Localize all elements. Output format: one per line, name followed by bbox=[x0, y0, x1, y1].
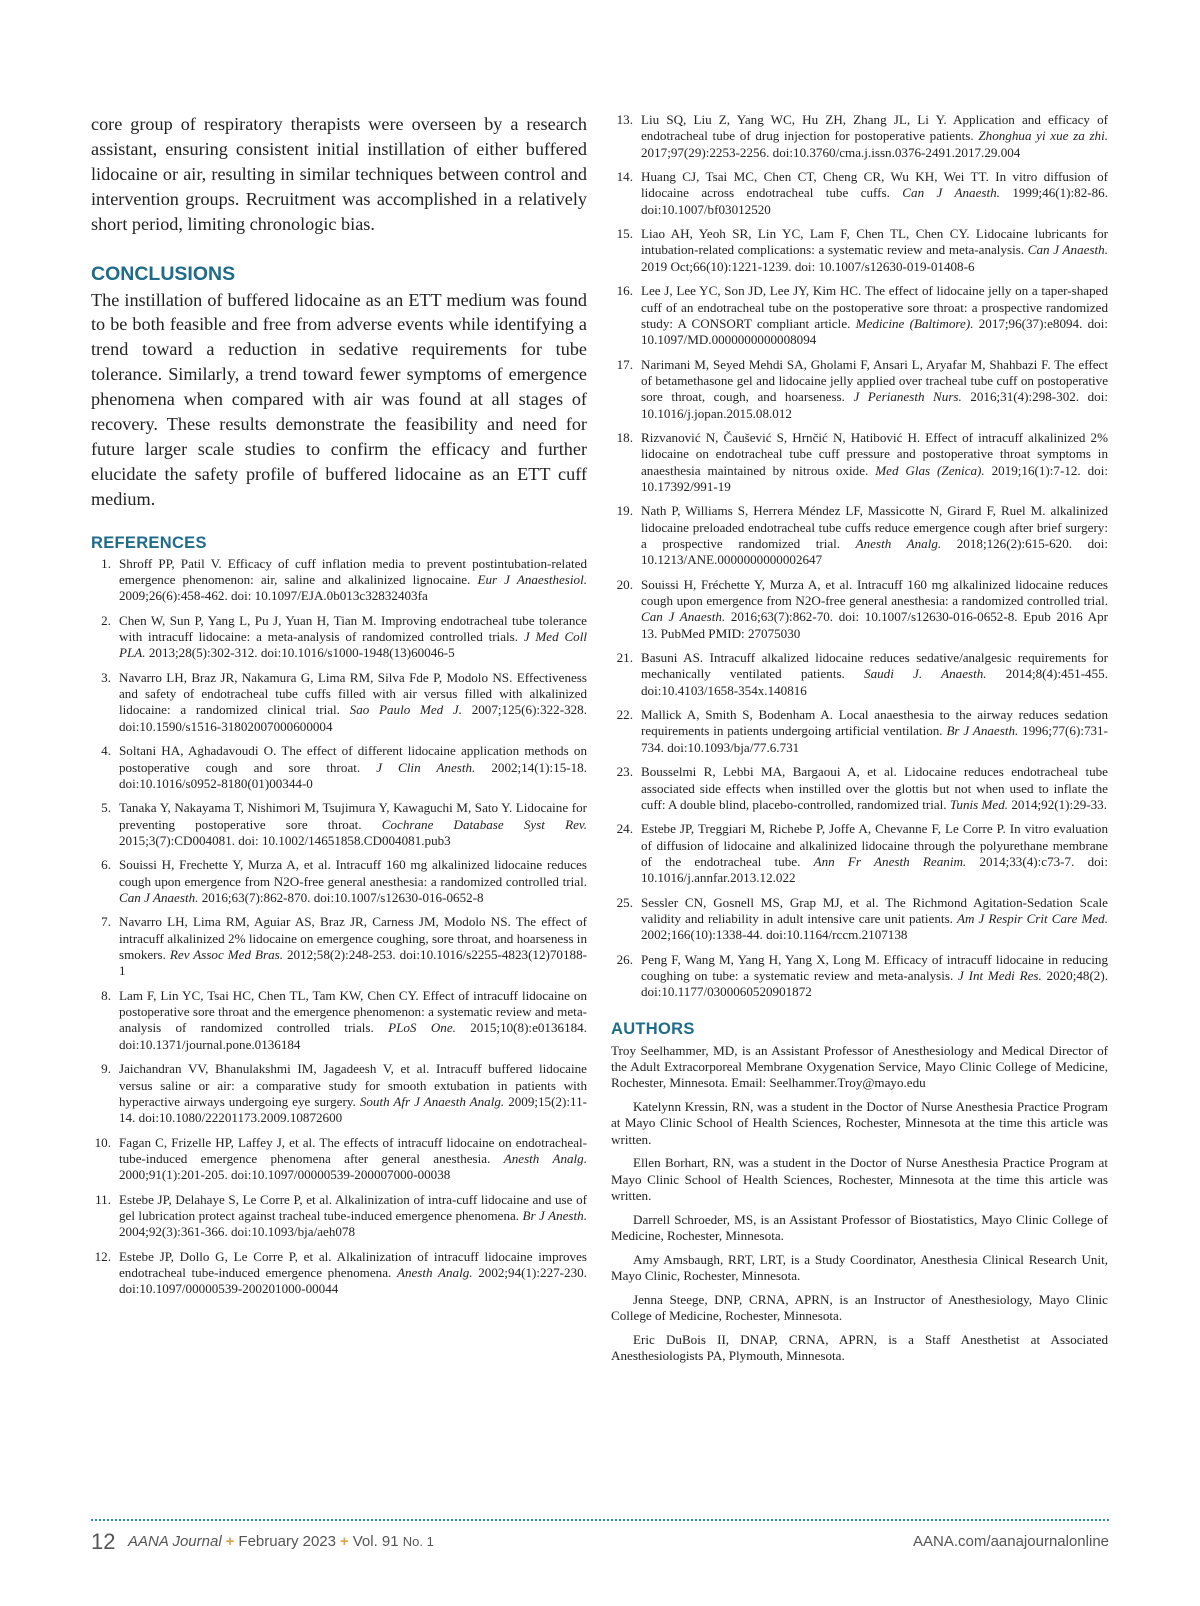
authors-heading: AUTHORS bbox=[611, 1019, 695, 1038]
reference-number: 25. bbox=[616, 894, 633, 910]
reference-journal: Tunis Med. bbox=[949, 796, 1009, 812]
reference-details: 2016;31(4):298-302. doi: 10.1016/j.jopan.2015.08.012 bbox=[641, 389, 1108, 421]
reference-number: 23. bbox=[616, 764, 633, 780]
reference-journal: Eur J Anaesthesiol. bbox=[477, 571, 588, 587]
reference-number: 6. bbox=[101, 857, 111, 873]
reference-number: 1. bbox=[101, 555, 111, 571]
reference-item bbox=[91, 1192, 587, 1241]
reference-text: Estebe JP, Dollo G, Le Corre P, et al. Alkalinization of intracuff lidocaine improves endotracheal tube-induced emergence phenomena. bbox=[119, 1248, 587, 1281]
reference-details: 2018;126(2):615-620. doi: 10.1213/ANE.0000000000002647 bbox=[641, 535, 1108, 568]
reference-journal: Can J Anaesth. bbox=[119, 889, 199, 905]
reference-number: 26. bbox=[616, 951, 633, 967]
reference-number: 12. bbox=[94, 1248, 111, 1264]
reference-text: Shroff PP, Patil V. Efficacy of cuff inflation media to prevent postintubation-related emergence phenomenon: air, saline and alkalinized lignocaine. bbox=[119, 555, 587, 587]
reference-text: Lee J, Lee YC, Son JD, Lee JY, Kim HC. The effect of lidocaine jelly on a taper-shaped cuff of an endotracheal tube on the postoperative sore throat: a prospective randomized study: A CONSORT compliant article. bbox=[641, 283, 1108, 331]
reference-text: Chen W, Sun P, Yang L, Pu J, Yuan H, Tian M. Improving endotracheal tube tolerance with intracuff lidocaine: a meta-analysis of randomized controlled trials. bbox=[119, 612, 587, 645]
reference-text: Souissi H, Fréchette Y, Murza A, et al. Intracuff 160 mg alkalinized lidocaine reduces cough upon emergence from N2O-free general anesthesia: a randomized controlled trial. bbox=[641, 576, 1108, 609]
reference-details: 2013;28(5):302-312. doi:10.1016/s1000-1948(13)60046-5 bbox=[148, 645, 455, 661]
reference-item bbox=[611, 169, 1108, 218]
reference-details: 1999;46(1):82-86. doi:10.1007/bf03012520 bbox=[641, 185, 1108, 217]
reference-item bbox=[91, 857, 587, 906]
reference-text: Navarro LH, Lima RM, Aguiar AS, Braz JR, Carness JM, Modolo NS. The effect of intracuff alkalinized 2% lidocaine on emergence coughing, sore throat, and hoarseness in smokers. bbox=[119, 914, 587, 963]
references-heading: REFERENCES bbox=[91, 533, 207, 552]
reference-journal: Can J Anaesth. bbox=[1027, 242, 1108, 258]
reference-journal: J Perianesth Nurs. bbox=[853, 389, 962, 405]
reference-list-right bbox=[611, 112, 1108, 1001]
reference-text: Souissi H, Frechette Y, Murza A, et al. Intracuff 160 mg alkalinized lidocaine reduces cough upon emergence from N2O-free general anesthesia: a randomized controlled trial. bbox=[119, 857, 587, 889]
reference-number: 5. bbox=[101, 800, 111, 816]
reference-item bbox=[611, 764, 1108, 813]
reference-details: 2015;10(8):e0136184. doi:10.1371/journal.pone.0136184 bbox=[119, 1020, 587, 1052]
journal-url-link[interactable]: AANA.com/aanajournalonline bbox=[913, 1533, 1109, 1550]
reference-journal: J Int Medi Res. bbox=[958, 968, 1042, 984]
reference-number: 2. bbox=[101, 612, 111, 628]
reference-details: 2016;63(7):862-870. doi:10.1007/s12630-016-0652-8 bbox=[201, 889, 484, 905]
reference-item bbox=[611, 952, 1108, 1001]
reference-number: 11. bbox=[95, 1191, 111, 1207]
reference-details: 2002;94(1):227-230. doi:10.1097/00000539-200201000-00044 bbox=[119, 1265, 587, 1297]
reference-number: 3. bbox=[101, 669, 111, 685]
conclusions-heading: CONCLUSIONS bbox=[91, 262, 236, 285]
reference-journal: Medicine (Baltimore). bbox=[855, 315, 974, 331]
reference-number: 14. bbox=[616, 169, 633, 185]
reference-journal: Zhonghua yi xue za zhi. bbox=[978, 128, 1108, 144]
reference-item bbox=[611, 283, 1108, 348]
reference-details: 2007;125(6):322-328. doi:10.1590/s1516-31802007000600004 bbox=[119, 702, 587, 734]
reference-number: 18. bbox=[616, 429, 633, 445]
reference-journal: South Afr J Anaesth Analg. bbox=[359, 1093, 505, 1109]
reference-details: 2002;166(10):1338-44. doi:10.1164/rccm.2107138 bbox=[641, 927, 908, 943]
reference-details: 2017;97(29):2253-2256. doi:10.3760/cma.j.issn.0376-2491.2017.29.004 bbox=[641, 144, 1021, 160]
reference-journal: Cochrane Database Syst Rev. bbox=[381, 816, 587, 832]
reference-item bbox=[611, 821, 1108, 886]
reference-text: Bousselmi R, Lebbi MA, Bargaoui A, et al. Lidocaine reduces endotracheal tube associated side effects when instilled over the glottis but not when used to inflate the cuff: A double blind, placebo-controlled, randomized trial. bbox=[641, 764, 1108, 812]
reference-journal: Sao Paulo Med J. bbox=[349, 702, 462, 718]
reference-details: 2014;33(4):c73-7. doi: 10.1016/j.annfar.2013.12.022 bbox=[641, 853, 1108, 886]
reference-details: 2020;48(2). doi:10.1177/0300060520901872 bbox=[641, 968, 1108, 1000]
reference-number: 19. bbox=[616, 503, 633, 519]
reference-text: Estebe JP, Delahaye S, Le Corre P, et al. Alkalinization of intra-cuff lidocaine and use of gel lubrication protect against tracheal tube-induced emergence phenomena. bbox=[119, 1191, 587, 1223]
reference-details: 2012;58(2):248-253. doi:10.1016/s2255-4823(12)70188-1 bbox=[119, 947, 587, 979]
reference-number: 21. bbox=[616, 650, 633, 666]
journal-name: AANA Journal bbox=[128, 1533, 222, 1550]
reference-journal: Br J Anaesth. bbox=[946, 723, 1019, 739]
reference-journal: Med Glas (Zenica). bbox=[875, 462, 985, 478]
reference-text: Liu SQ, Liu Z, Yang WC, Hu ZH, Zhang JL, Li Y. Application and efficacy of endotracheal tube of drug injection for postoperative patients. bbox=[641, 112, 1108, 144]
reference-details: 2009;15(2):11-14. doi:10.1080/22201173.2009.10872600 bbox=[119, 1093, 587, 1126]
reference-number: 16. bbox=[616, 283, 633, 299]
reference-text: Nath P, Williams S, Herrera Méndez LF, Massicotte N, Girard F, Ruel M. alkalinized lidocaine preloaded endotracheal tube cuffs reduce emergence cough after brief surgery: a prospective randomized trial. bbox=[641, 503, 1108, 551]
reference-details: 2014;92(1):29-33. bbox=[1011, 796, 1107, 812]
reference-number: 20. bbox=[616, 576, 633, 592]
reference-journal: J Clin Anesth. bbox=[376, 759, 476, 775]
reference-item bbox=[91, 556, 587, 605]
reference-text: Navarro LH, Braz JR, Nakamura G, Lima RM, Silva Fde P, Modolo NS. Effectiveness and safety of endotracheal tube cuffs filled with air versus filled with alkalinized lidocaine: a randomized clinical trial. bbox=[119, 669, 587, 718]
author-bio-text: Darrell Schroeder, MS, is an Assistant Professor of Biostatistics, Mayo Clinic College of Medicine, Rochester, Minnesota. bbox=[611, 1211, 1108, 1244]
reference-journal: Ann Fr Anesth Reanim. bbox=[813, 853, 967, 869]
reference-text: Mallick A, Smith S, Bodenham A. Local anaesthesia to the airway reduces sedation requirements in patients undergoing artificial ventilation. bbox=[641, 707, 1108, 739]
reference-item bbox=[611, 650, 1108, 699]
reference-journal: Rev Assoc Med Bras. bbox=[169, 947, 283, 963]
reference-number: 24. bbox=[616, 821, 633, 837]
reference-item bbox=[91, 800, 587, 849]
reference-item bbox=[611, 357, 1108, 422]
reference-number: 4. bbox=[101, 743, 111, 759]
reference-details: 2004;92(3):361-366. doi:10.1093/bja/aeh078 bbox=[119, 1224, 356, 1240]
reference-item bbox=[91, 613, 587, 662]
reference-item bbox=[91, 1061, 587, 1126]
reference-details: 2019;16(1):7-12. doi: 10.17392/991-19 bbox=[641, 462, 1108, 494]
reference-item bbox=[611, 430, 1108, 495]
reference-details: 2014;8(4):451-455. doi:10.4103/1658-354x.140816 bbox=[641, 666, 1108, 698]
reference-item bbox=[91, 988, 587, 1053]
reference-text: Sessler CN, Gosnell MS, Grap MJ, et al. The Richmond Agitation-Sedation Scale validity and reliability in adult intensive care unit patients. bbox=[641, 894, 1108, 927]
reference-number: 10. bbox=[94, 1134, 111, 1150]
author-bio bbox=[611, 1332, 1108, 1365]
reference-details: 2002;14(1):15-18. doi:10.1016/s0952-8180(01)00344-0 bbox=[119, 759, 587, 791]
author-bio-text: Jenna Steege, DNP, CRNA, APRN, is an Instructor of Anesthesiology, Mayo Clinic College of Medicine, Rochester, Minnesota. bbox=[611, 1292, 1108, 1324]
author-bio bbox=[611, 1043, 1108, 1092]
reference-journal: Saudi J. Anaesth. bbox=[864, 666, 987, 682]
issue-number: No. 1 bbox=[402, 1534, 434, 1549]
page-number: 12 bbox=[91, 1529, 116, 1554]
reference-item bbox=[611, 577, 1108, 642]
reference-item bbox=[611, 112, 1108, 161]
reference-journal: Anesth Analg. bbox=[396, 1265, 473, 1281]
author-bio bbox=[611, 1099, 1108, 1148]
reference-list-left bbox=[91, 556, 587, 1298]
right-column bbox=[611, 112, 1108, 1372]
reference-number: 8. bbox=[101, 987, 111, 1003]
plus-separator-icon: + bbox=[225, 1533, 235, 1550]
reference-text: Liao AH, Yeoh SR, Lin YC, Lam F, Chen TL, Chen CY. Lidocaine lubricants for intubation-related complications: a systematic review and meta-analysis. bbox=[641, 226, 1108, 258]
reference-text: Jaichandran VV, Bhanulakshmi IM, Jagadeesh V, et al. Intracuff buffered lidocaine versus saline or air: a comparative study for smooth extubation in patients with hyperactive airways undergoing eye surgery. bbox=[119, 1061, 587, 1109]
reference-text: Rizvanović N, Čaušević S, Hrnčić N, Hatibović H. Effect of intracuff alkalinized 2% lidocaine on endotracheal tube cuff pressure and postoperative throat symptoms in anaesthesia maintained by nitrous oxide. bbox=[641, 429, 1108, 478]
reference-journal: Br J Anesth. bbox=[522, 1207, 587, 1223]
reference-details: 2009;26(6):458-462. doi: 10.1097/EJA.0b013c32832403fa bbox=[119, 588, 428, 604]
author-bio-text: Eric DuBois II, DNAP, CRNA, APRN, is a Staff Anesthetist at Associated Anesthesiologists PA, Plymouth, Minnesota. bbox=[611, 1332, 1108, 1364]
left-column bbox=[91, 112, 587, 1306]
journal-info bbox=[128, 1532, 434, 1552]
plus-separator-icon: + bbox=[339, 1533, 349, 1550]
reference-number: 17. bbox=[616, 356, 633, 372]
issue-date: February 2023 bbox=[238, 1533, 336, 1550]
reference-text: Tanaka Y, Nakayama T, Nishimori M, Tsujimura Y, Kawaguchi M, Sato Y. Lidocaine for preventing postoperative sore throat. bbox=[119, 800, 587, 832]
reference-details: 2017;96(37):e8094. doi: 10.1097/MD.0000000000008094 bbox=[641, 315, 1108, 348]
reference-journal: Anesth Analg. bbox=[503, 1150, 587, 1166]
reference-text: Soltani HA, Aghadavoudi O. The effect of different lidocaine application methods on postoperative cough and sore throat. bbox=[119, 743, 587, 775]
author-bio-text: Ellen Borhart, RN, was a student in the Doctor of Nurse Anesthesia Practice Program at Mayo Clinic School of Health Sciences, Rochester, Minnesota at the time this article was written. bbox=[611, 1155, 1108, 1204]
footer-divider bbox=[91, 1519, 1109, 1521]
reference-text: Basuni AS. Intracuff alkalized lidocaine reduces sedative/analgesic requirements for mechanically ventilated patients. bbox=[641, 650, 1108, 682]
reference-item bbox=[91, 670, 587, 735]
reference-text: Narimani M, Seyed Mehdi SA, Gholami F, Ansari L, Aryafar M, Shahbazi F. The effect of betamethasone gel and lidocaine jelly applied over tracheal tube cuff on postoperative sore throat, cough, and hoarseness. bbox=[641, 356, 1108, 405]
reference-journal: Can J Anaesth. bbox=[641, 609, 726, 625]
author-bio bbox=[611, 1212, 1108, 1245]
reference-text: Lam F, Lin YC, Tsai HC, Chen TL, Tam KW, Chen CY. Effect of intracuff lidocaine on postoperative sore throat and the emergence phenomenon: a systematic review and meta-analysis of randomized controlled trials. bbox=[119, 987, 587, 1036]
author-bio bbox=[611, 1155, 1108, 1204]
author-bio bbox=[611, 1252, 1108, 1285]
reference-item bbox=[611, 895, 1108, 944]
reference-item bbox=[91, 1135, 587, 1184]
reference-item bbox=[91, 1249, 587, 1298]
author-bio bbox=[611, 1292, 1108, 1325]
reference-text: Huang CJ, Tsai MC, Chen CT, Cheng CR, Wu KH, Wei TT. In vitro diffusion of lidocaine across endotracheal tube cuffs. bbox=[641, 169, 1108, 201]
reference-number: 9. bbox=[101, 1061, 111, 1077]
reference-details: 2015;3(7):CD004081. doi: 10.1002/14651858.CD004081.pub3 bbox=[119, 832, 451, 848]
reference-details: 1996;77(6):731-734. doi:10.1093/bja/77.6.731 bbox=[641, 723, 1108, 755]
reference-number: 15. bbox=[616, 226, 633, 242]
reference-text: Peng F, Wang M, Yang H, Yang X, Long M. Efficacy of intracuff lidocaine in reducing coughing on tube: a systematic review and meta-analysis. bbox=[641, 951, 1108, 984]
author-bio-text: Troy Seelhammer, MD, is an Assistant Professor of Anesthesiology and Medical Director of the Adult Extracorporeal Membrane Oxygenation Service, Mayo Clinic College of Medicine, Rochester, Minnesota. Email: Seelhammer.Troy@mayo.edu bbox=[611, 1042, 1108, 1091]
intro-paragraph: core group of respiratory therapists were overseen by a research assistant, ensuring consistent initial instillation of either buffered lidocaine or air, resulting in similar techniques between control and intervention groups. Recruitment was accomplished in a relatively short period, limiting chronologic bias. bbox=[91, 114, 587, 234]
reference-number: 22. bbox=[616, 707, 633, 723]
page-footer bbox=[91, 1527, 1109, 1557]
reference-number: 13. bbox=[616, 112, 633, 127]
reference-journal: Can J Anaesth. bbox=[902, 185, 1000, 201]
reference-text: Fagan C, Frizelle HP, Laffey J, et al. The effects of intracuff lidocaine on endotracheal-tube-induced emergence phenomena after general anesthesia. bbox=[119, 1134, 587, 1166]
volume: Vol. 91 bbox=[352, 1533, 399, 1550]
reference-details: 2000;91(1):201-205. doi:10.1097/00000539-200007000-00038 bbox=[119, 1167, 451, 1183]
author-bio-text: Amy Amsbaugh, RRT, LRT, is a Study Coordinator, Anesthesia Clinical Research Unit, Mayo Clinic, Rochester, Minnesota. bbox=[611, 1251, 1108, 1284]
reference-details: 2016;63(7):862-70. doi: 10.1007/s12630-016-0652-8. Epub 2016 Apr 13. PubMed PMID: 27075030 bbox=[641, 609, 1108, 641]
reference-item bbox=[91, 743, 587, 792]
reference-number: 7. bbox=[101, 914, 111, 930]
reference-item bbox=[91, 914, 587, 979]
reference-details: 2019 Oct;66(10):1221-1239. doi: 10.1007/s12630-019-01408-6 bbox=[641, 258, 975, 274]
conclusions-paragraph: The instillation of buffered lidocaine as an ETT medium was found to be both feasible and free from adverse events while identifying a trend toward a reduction in sedative requirements for tube tolerance. Similarly, a trend toward fewer symptoms of emergence phenomena when compared with air was found at all stages of recovery. These results demonstrate the feasibility and need for future larger scale studies to confirm the efficacy and further elucidate the safety profile of buffered lidocaine as an ETT cuff medium. bbox=[91, 289, 587, 509]
reference-item bbox=[611, 226, 1108, 275]
reference-journal: Am J Respir Crit Care Med. bbox=[957, 911, 1108, 927]
reference-journal: J Med Coll PLA. bbox=[119, 629, 588, 661]
reference-journal: PLoS One. bbox=[388, 1020, 456, 1036]
reference-item bbox=[611, 503, 1108, 568]
reference-item bbox=[611, 707, 1108, 756]
reference-journal: Anesth Analg. bbox=[855, 535, 942, 551]
reference-text: Estebe JP, Treggiari M, Richebe P, Joffe A, Chevanne F, Le Corre P. In vitro evaluation of diffusion of lidocaine and alkalinized lidocaine through the polyurethane membrane of the endotracheal tube. bbox=[641, 821, 1108, 869]
author-bio-text: Katelynn Kressin, RN, was a student in the Doctor of Nurse Anesthesia Practice Program at Mayo Clinic School of Health Sciences, Rochester, Minnesota at the time this article was written. bbox=[611, 1099, 1108, 1147]
